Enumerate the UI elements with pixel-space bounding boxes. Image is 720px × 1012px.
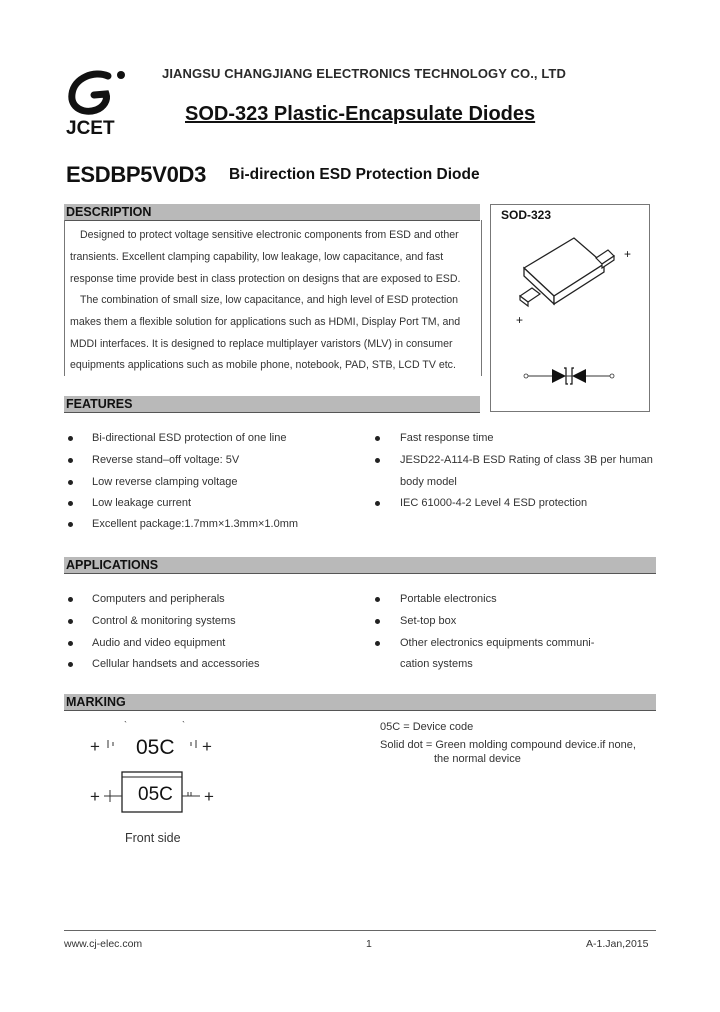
bidirectional-diode-symbol xyxy=(524,368,614,384)
marking-code-bottom: 05C xyxy=(138,784,173,805)
marking-plus-right-top: + xyxy=(202,737,212,756)
description-line: MDDI interfaces. It is designed to replace multiplayer varistors (MLV) in consumer xyxy=(70,338,453,350)
logo-text: JCET xyxy=(66,118,115,139)
marking-plus-left-bottom: + xyxy=(90,787,100,806)
footer-revision: A-1.Jan,2015 xyxy=(586,938,649,950)
package-minus-label: + xyxy=(516,313,524,327)
bullet-dot xyxy=(68,597,73,602)
applications-heading: APPLICATIONS xyxy=(64,557,656,574)
bullet-dot xyxy=(68,522,73,527)
bullet-dot xyxy=(68,501,73,506)
company-name: JIANGSU CHANGJIANG ELECTRONICS TECHNOLOGY CO., LTD xyxy=(162,66,566,81)
description-line: makes them a flexible solution for applications such as HDMI, Display Port TM, and xyxy=(70,316,461,328)
part-description: Bi-direction ESD Protection Diode xyxy=(229,166,480,183)
feature-item: JESD22-A114-B ESD Rating of class 3B per human xyxy=(400,454,653,466)
bullet-dot xyxy=(375,619,380,624)
application-item: Portable electronics xyxy=(400,593,497,605)
bullet-dot xyxy=(375,501,380,506)
feature-item: Bi-directional ESD protection of one line xyxy=(92,432,287,444)
svg-text:`: ` xyxy=(124,720,127,730)
footer-page-number: 1 xyxy=(366,938,372,950)
bullet-dot xyxy=(68,641,73,646)
jcet-logo xyxy=(64,64,134,138)
bullet-dot xyxy=(375,458,380,463)
marking-plus-right-bottom: + xyxy=(204,787,214,806)
footer-url[interactable]: www.cj-elec.com xyxy=(64,938,143,950)
marking-drawing xyxy=(86,716,226,816)
sod323-package-drawing xyxy=(500,228,640,398)
document-title: SOD-323 Plastic-Encapsulate Diodes xyxy=(185,103,536,125)
bullet-dot xyxy=(68,436,73,441)
package-plus-label: + xyxy=(624,247,632,261)
feature-item: Fast response time xyxy=(400,432,494,444)
features-heading: FEATURES xyxy=(64,396,480,413)
part-number: ESDBP5V0D3 xyxy=(66,162,207,187)
feature-item: Excellent package:1.7mm×1.3mm×1.0mm xyxy=(92,518,299,530)
bullet-dot xyxy=(68,458,73,463)
description-line: equipments applications such as mobile phone, notebook, PAD, STB, LCD TV etc. xyxy=(70,359,456,371)
description-line: Designed to protect voltage sensitive electronic components from ESD and other xyxy=(80,229,459,241)
package-title: SOD-323 xyxy=(501,208,552,222)
marking-legend-dot-continued: the normal device xyxy=(434,753,521,765)
application-item-continued: cation systems xyxy=(400,658,473,670)
description-line: The combination of small size, low capacitance, and high level of ESD protection xyxy=(80,294,459,306)
feature-item: Low reverse clamping voltage xyxy=(92,476,238,488)
feature-item-continued: body model xyxy=(400,476,457,488)
feature-item: Low leakage current xyxy=(92,497,192,509)
application-item: Audio and video equipment xyxy=(92,637,226,649)
application-item: Cellular handsets and accessories xyxy=(92,658,260,670)
bullet-dot xyxy=(375,641,380,646)
front-side-label: Front side xyxy=(125,831,181,845)
bullet-dot xyxy=(68,662,73,667)
application-item: Control & monitoring systems xyxy=(92,615,236,627)
application-item: Other electronics equipments communi- xyxy=(400,637,595,649)
marking-legend-dot: Solid dot = Green molding compound device.if none, xyxy=(380,739,636,751)
bullet-dot xyxy=(375,436,380,441)
description-heading: DESCRIPTION xyxy=(64,204,480,221)
feature-item: IEC 61000-4-2 Level 4 ESD protection xyxy=(400,497,588,509)
bullet-dot xyxy=(375,597,380,602)
description-line: response time provide best in class protection on designs that are exposed to ESD. xyxy=(70,273,461,285)
marking-code-top: 05C xyxy=(136,736,175,759)
bullet-dot xyxy=(68,619,73,624)
description-line: transients. Excellent clamping capability, low leakage, low capacitance, and fast xyxy=(70,251,444,263)
marking-plus-left-top: + xyxy=(90,737,100,756)
application-item: Set-top box xyxy=(400,615,457,627)
application-item: Computers and peripherals xyxy=(92,593,225,605)
feature-item: Reverse stand–off voltage: 5V xyxy=(92,454,240,466)
marking-legend-code: 05C = Device code xyxy=(380,721,474,733)
footer-divider xyxy=(64,930,656,931)
marking-heading: MARKING xyxy=(64,694,656,711)
svg-text:`: ` xyxy=(182,720,185,730)
bullet-dot xyxy=(68,480,73,485)
